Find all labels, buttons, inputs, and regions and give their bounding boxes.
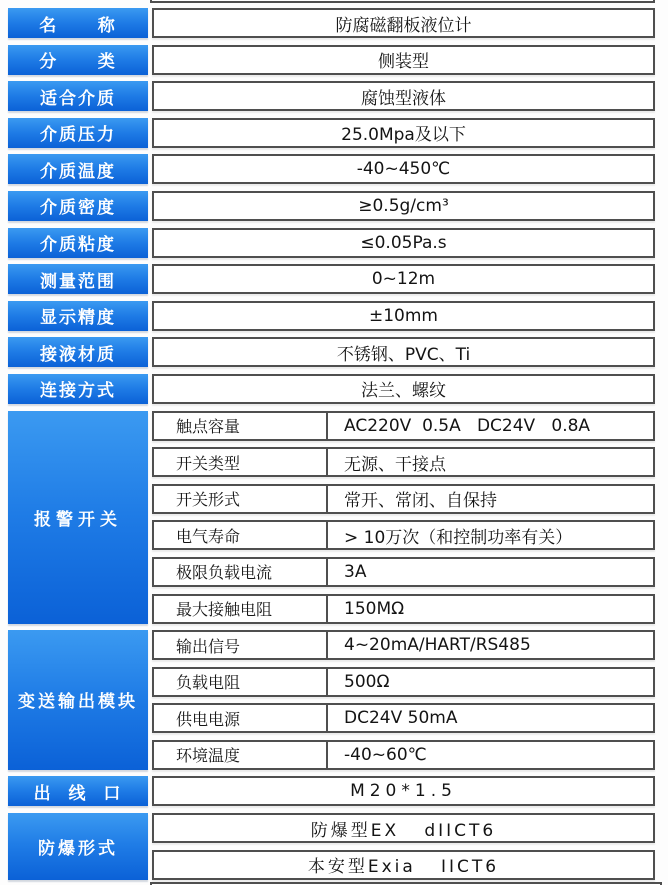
row-label-connection-type: 连接方式	[8, 374, 148, 404]
row-value-medium-temperature: -40~450℃	[152, 154, 655, 184]
row-label-suitable-medium: 适合介质	[8, 81, 148, 111]
row-label-medium-density: 介质密度	[8, 191, 148, 221]
table-row	[152, 484, 655, 514]
row-label-measuring-range: 测量范围	[8, 264, 148, 294]
row-value-display-accuracy: ±10mm	[152, 301, 655, 331]
subrow-label-switch-type: 开关类型	[154, 449, 328, 475]
row-value-suitable-medium: 腐蚀型液体	[152, 81, 655, 111]
row-label-cable-outlet: 出 线 口	[8, 776, 148, 806]
table-row	[152, 594, 655, 624]
row-value-wetted-material: 不锈钢、PVC、Ti	[152, 337, 655, 367]
subrow-value-limit-load-current: 3A	[344, 561, 367, 582]
table-row	[152, 411, 655, 441]
alarm-switch-section	[8, 411, 655, 624]
subrow-label-switch-form: 开关形式	[154, 486, 328, 512]
transmitter-output-rows	[152, 630, 655, 770]
table-row	[8, 301, 655, 331]
table-row	[8, 154, 655, 184]
subrow-label-power-supply: 供电电源	[154, 705, 328, 731]
subrow-label-contact-capacity: 触点容量	[154, 413, 328, 439]
subrow-label-load-resistance: 负载电阻	[154, 669, 328, 695]
alarm-switch-rows	[152, 411, 655, 624]
subrow-value-output-signal: 4~20mA/HART/RS485	[344, 635, 531, 656]
table-row	[8, 191, 655, 221]
table-row	[8, 776, 655, 806]
subrow-label-output-signal: 输出信号	[154, 632, 328, 658]
row-value-name: 防腐磁翻板液位计	[152, 8, 655, 38]
table-row	[152, 703, 655, 733]
row-value-explosion-proof-ex: 防爆型EX dIICT6	[152, 813, 655, 843]
row-label-display-accuracy: 显示精度	[8, 301, 148, 331]
subrow-label-max-contact-resistance: 最大接触电阻	[154, 596, 328, 622]
row-label-category: 分 类	[8, 45, 148, 75]
cut-off-row-top	[150, 0, 655, 3]
subrow-value-switch-form: 常开、常闭、自保持	[344, 491, 497, 512]
table-row	[8, 81, 655, 111]
section-label-alarm-switch: 报警开关	[8, 411, 148, 624]
row-value-medium-viscosity: ≤0.05Pa.s	[152, 228, 655, 258]
table-row	[8, 374, 655, 404]
spec-table	[8, 8, 655, 880]
table-row	[8, 118, 655, 148]
row-label-wetted-material: 接液材质	[8, 337, 148, 367]
subrow-value-contact-capacity: AC220V 0.5A DC24V 0.8A	[344, 415, 591, 436]
table-row	[152, 557, 655, 587]
section-label-transmitter-output: 变送输出模块	[8, 630, 148, 770]
row-value-cable-outlet: M20*1.5	[152, 776, 655, 806]
row-value-measuring-range: 0~12m	[152, 264, 655, 294]
table-row	[152, 630, 655, 660]
subrow-value-switch-type: 无源、干接点	[344, 454, 446, 475]
table-row	[152, 667, 655, 697]
table-row	[8, 264, 655, 294]
section-label-explosion-proof: 防爆形式	[8, 813, 148, 880]
row-value-intrinsically-safe: 本安型Exia IICT6	[152, 850, 655, 880]
row-label-medium-viscosity: 介质粘度	[8, 228, 148, 258]
row-value-connection-type: 法兰、螺纹	[152, 374, 655, 404]
table-row	[8, 45, 655, 75]
explosion-proof-section	[8, 813, 655, 880]
row-value-medium-pressure: 25.0Mpa及以下	[152, 118, 655, 148]
subrow-value-ambient-temperature: -40~60℃	[344, 744, 427, 765]
table-row	[152, 520, 655, 550]
subrow-label-electrical-life: 电气寿命	[154, 522, 328, 548]
subrow-label-ambient-temperature: 环境温度	[154, 742, 328, 768]
subrow-value-power-supply: DC24V 50mA	[344, 708, 458, 729]
transmitter-output-section	[8, 630, 655, 770]
subrow-value-electrical-life: > 10万次（和控制功率有关）	[344, 527, 573, 548]
explosion-proof-rows	[152, 813, 655, 880]
subrow-value-max-contact-resistance: 150MΩ	[344, 598, 405, 619]
subrow-label-limit-load-current: 极限负载电流	[154, 559, 328, 585]
table-row	[152, 447, 655, 477]
subrow-value-load-resistance: 500Ω	[344, 671, 390, 692]
table-row	[8, 337, 655, 367]
row-value-medium-density: ≥0.5g/cm³	[152, 191, 655, 221]
row-label-name: 名 称	[8, 8, 148, 38]
table-row	[8, 228, 655, 258]
table-row	[152, 740, 655, 770]
row-value-category: 侧装型	[152, 45, 655, 75]
table-row	[8, 8, 655, 38]
row-label-medium-pressure: 介质压力	[8, 118, 148, 148]
row-label-medium-temperature: 介质温度	[8, 154, 148, 184]
